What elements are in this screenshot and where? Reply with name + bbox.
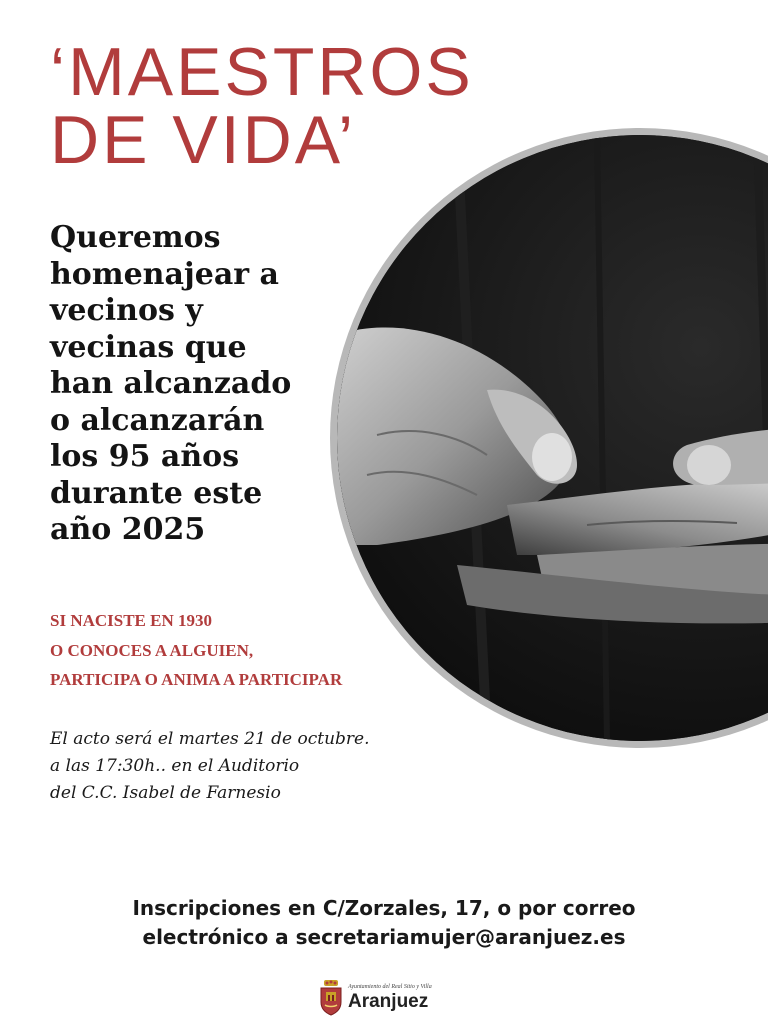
logo-name: Aranjuez bbox=[348, 991, 429, 1012]
intro-text: Queremos homenajear a vecinos y vecinas que han alcanzado o alcanzarán los 95 años durante este año 2025 bbox=[50, 220, 292, 547]
call-to-action bbox=[50, 606, 342, 695]
aranjuez-logo bbox=[318, 980, 432, 1016]
cta-line-3: PARTICIPA O ANIMA A PARTICIPAR bbox=[50, 670, 343, 689]
clasped-hands-photo bbox=[337, 135, 768, 741]
poster-title bbox=[50, 34, 474, 178]
signup-line-1: Inscripciones en C/Zorzales, 17, o por correo bbox=[132, 896, 636, 920]
photo-circle-frame bbox=[330, 128, 768, 748]
signup-info bbox=[0, 894, 768, 952]
cta-line-2: O CONOCES A ALGUIEN, bbox=[50, 640, 254, 660]
event-line-1: El acto será el martes 21 de octubre. bbox=[50, 729, 370, 749]
event-details bbox=[50, 726, 370, 807]
title-line-2: DE VIDA’ bbox=[50, 102, 357, 178]
event-line-2: a las 17:30h.. en el Auditorio bbox=[50, 756, 300, 776]
coat-of-arms-icon bbox=[318, 980, 344, 1016]
logo-text bbox=[348, 983, 432, 1013]
signup-line-2: electrónico a secretariamujer@aranjuez.es bbox=[142, 925, 626, 949]
event-line-3: del C.C. Isabel de Farnesio bbox=[50, 783, 281, 803]
logo-subtitle: Ayuntamiento del Real Sitio y Villa bbox=[348, 984, 432, 990]
title-line-1: ‘MAESTROS bbox=[50, 34, 474, 110]
cta-line-1: SI NACISTE EN 1930 bbox=[50, 611, 213, 630]
